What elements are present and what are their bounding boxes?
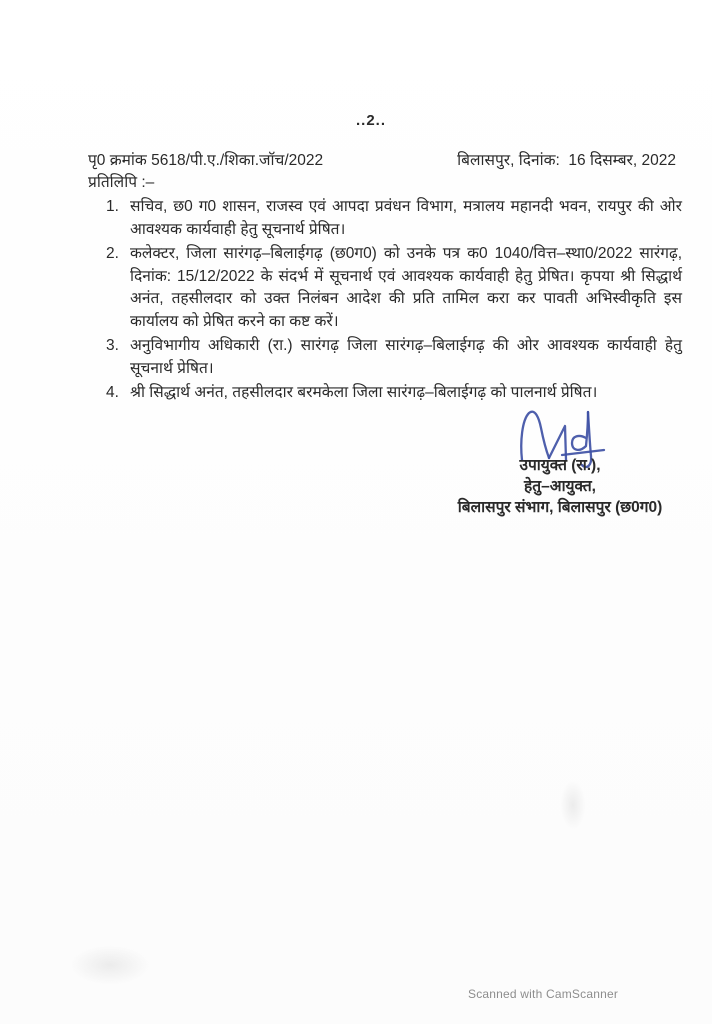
list-item-text: श्री सिद्धार्थ अनंत, तहसीलदार बरमकेला जिला सारंगढ़–बिलाईगढ़ को पालनार्थ प्रेषित। xyxy=(130,384,598,401)
scan-smudge xyxy=(70,945,150,985)
signature-block xyxy=(420,455,700,518)
list-item-text: कलेक्टर, जिला सारंगढ़–बिलाईगढ़ (छ0ग0) को उनके पत्र क0 1040/वित्त–स्था0/2022 सारंगढ़, दिनांक: 15/12/2022 के संदर्भ में सूचनार्थ एवं आवश्यक कार्यवाही हेतु प्रेषित। कृपया श्री सिद्धार्थ अनंत, तहसीलदार को उक्त निलंबन आदेश की प्रति तामिल करा कर पावती अभिस्वीकृति इस कार्यालय को प्रेषित करने का कष्ट करें। xyxy=(130,245,682,330)
list-item xyxy=(88,335,682,380)
list-item-text: अनुविभागीय अधिकारी (रा.) सारंगढ़ जिला सारंगढ़–बिलाईगढ़ की ओर आवश्यक कार्यवाही हेतु सूचनार्थ प्रेषित। xyxy=(130,337,682,377)
signatory-designation: उपायुक्त (रा.), xyxy=(519,457,601,474)
scan-smudge xyxy=(560,780,586,830)
copy-to-label: प्रतिलिपि :– xyxy=(88,174,155,191)
list-item xyxy=(88,196,682,241)
reference-number: पृ0 क्रमांक 5618/पी.ए./शिका.जॉच/2022 xyxy=(88,152,324,169)
list-item xyxy=(88,243,682,333)
list-item-number: 3. xyxy=(106,337,119,354)
signatory-for-line: हेतु–आयुक्त, xyxy=(524,478,596,495)
list-item-text: सचिव, छ0 ग0 शासन, राजस्व एवं आपदा प्रवंधन विभाग, मत्रालय महानदी भवन, रायपुर की ओर आवश्यक कार्यवाही हेतु सूचनार्थ प्रेषित। xyxy=(130,198,682,238)
page-number: ..2.. xyxy=(356,112,387,129)
list-item-number: 4. xyxy=(106,384,119,401)
list-item-number: 1. xyxy=(106,198,119,215)
header-row xyxy=(88,150,676,172)
camscanner-watermark: Scanned with CamScanner xyxy=(468,987,619,1001)
place-and-date: बिलासपुर, दिनांक: 16 दिसम्बर, 2022 xyxy=(457,152,676,169)
copy-recipients-list xyxy=(88,196,682,407)
list-item-number: 2. xyxy=(106,245,119,262)
signatory-office: बिलासपुर संभाग, बिलासपुर (छ0ग0) xyxy=(457,499,663,516)
list-item xyxy=(88,382,682,405)
